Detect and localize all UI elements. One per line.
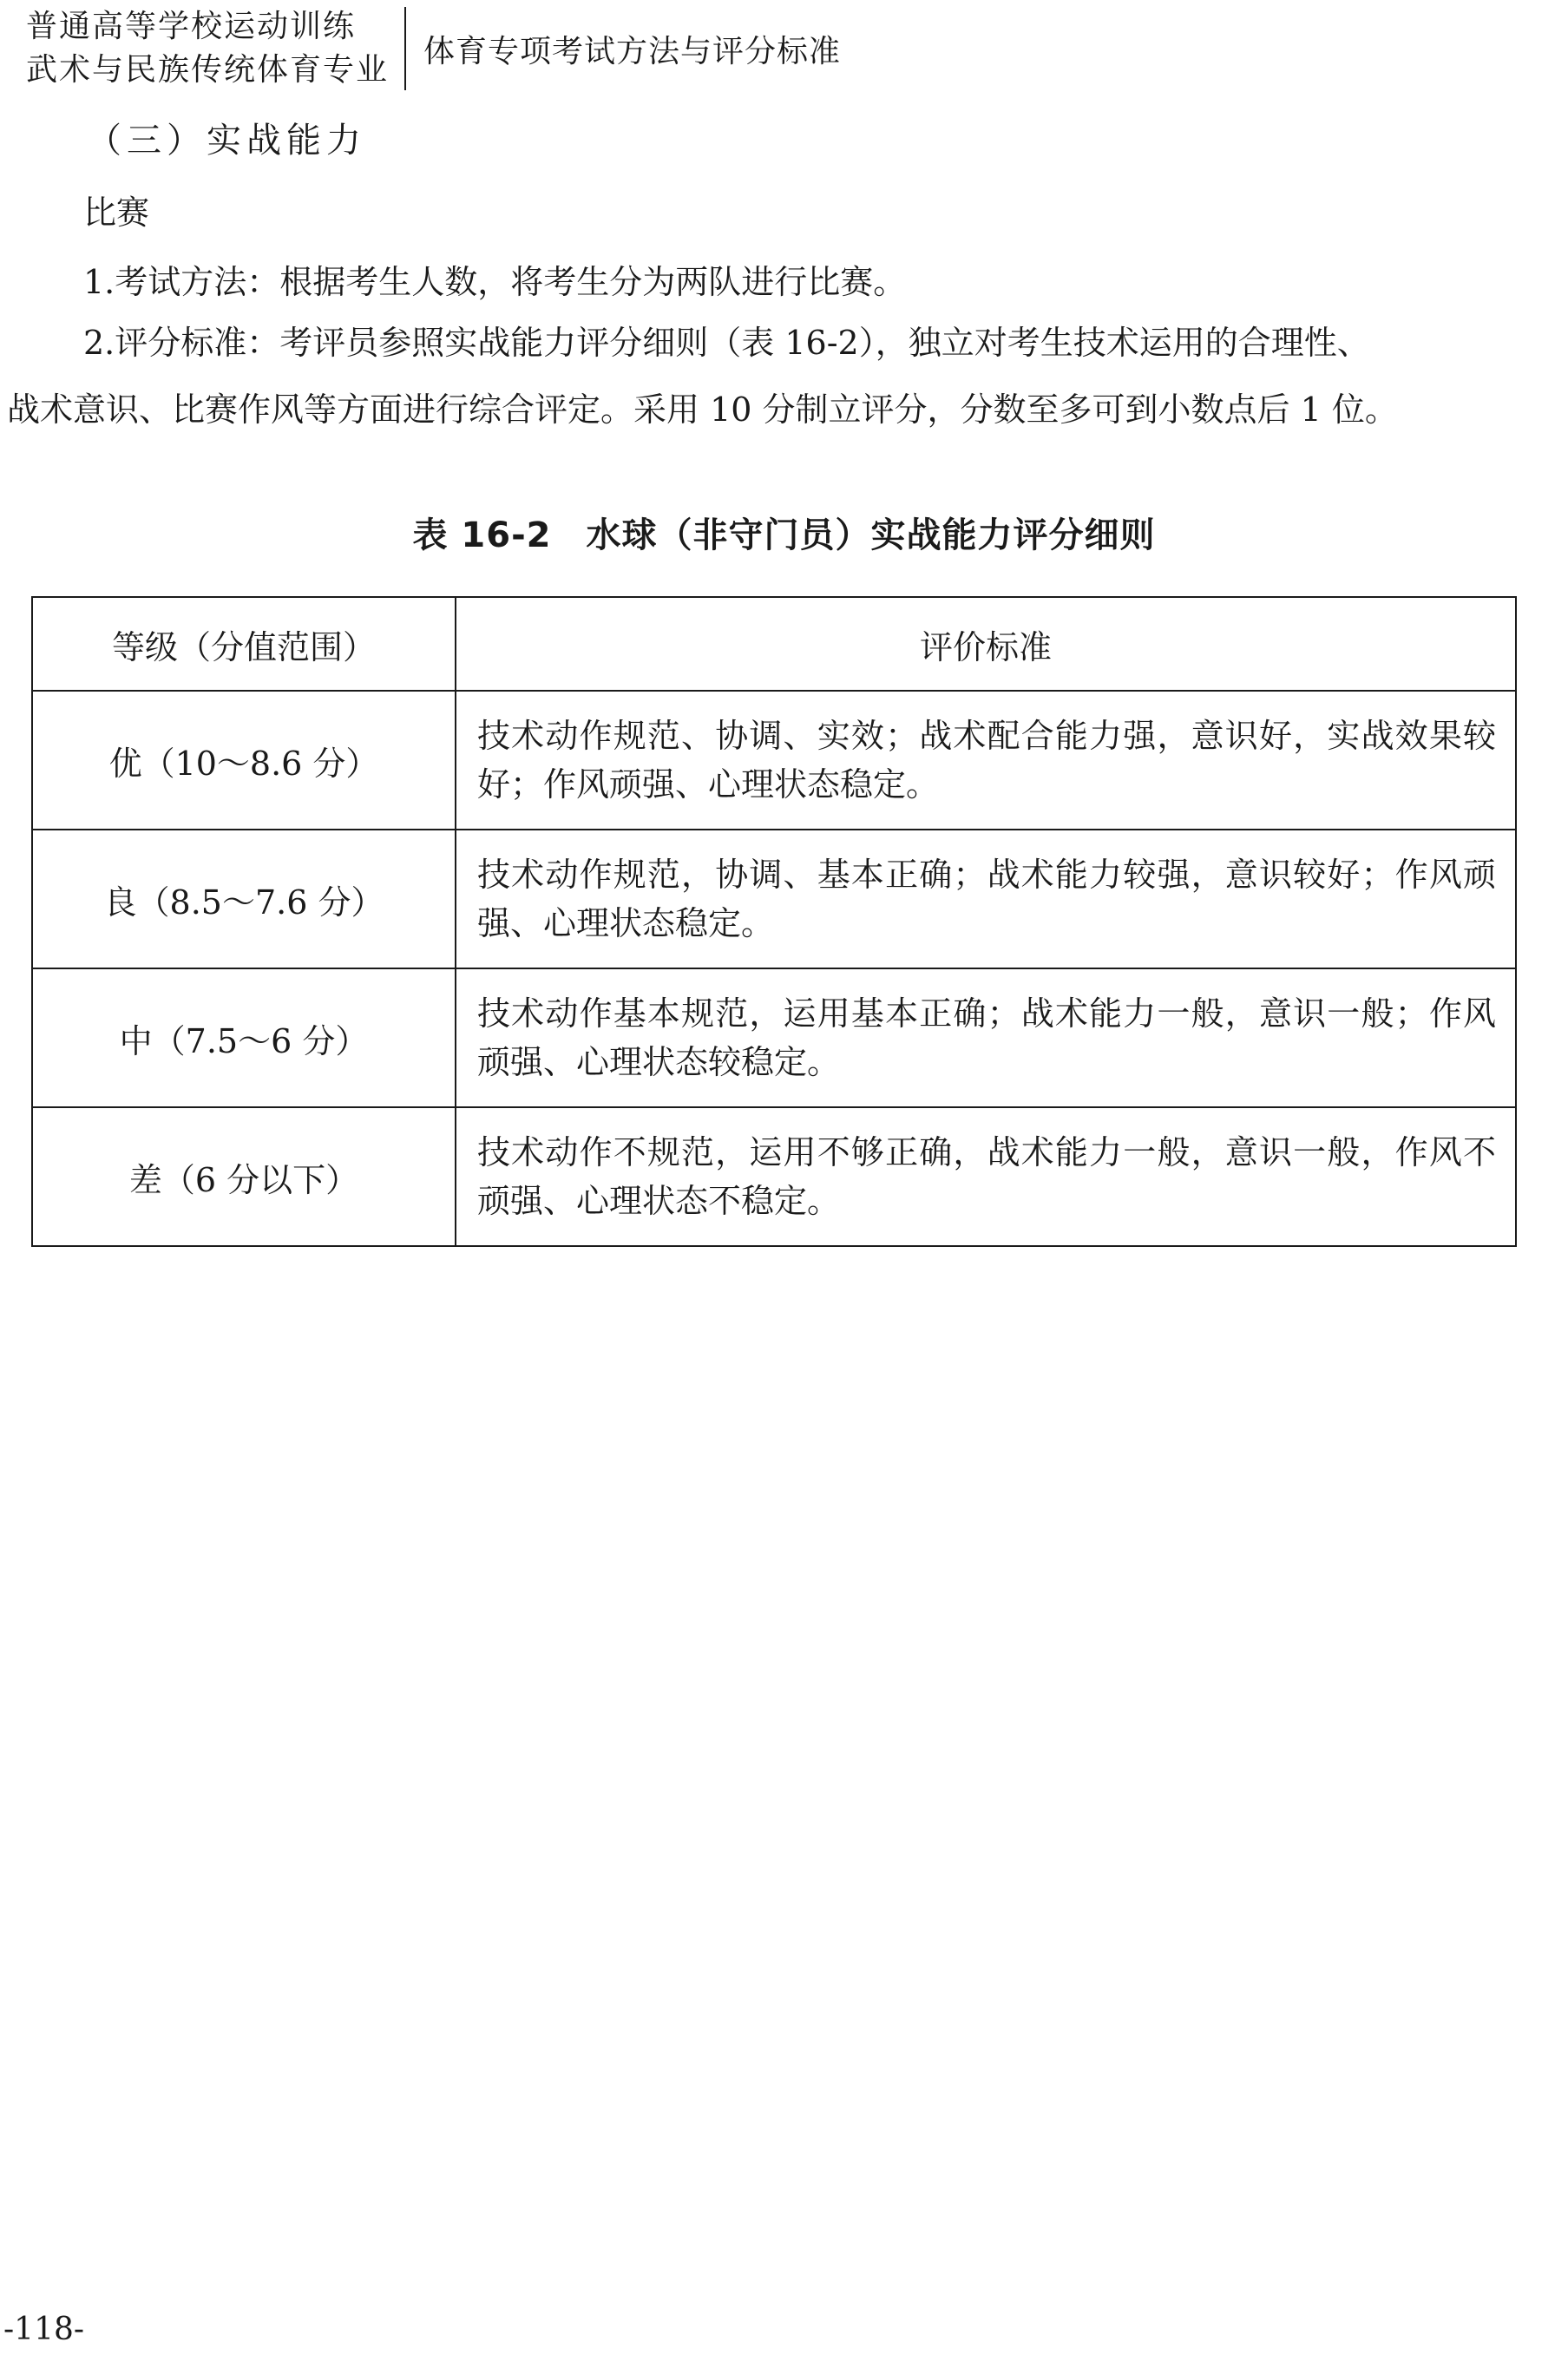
criteria-cell: 技术动作规范、协调、实效；战术配合能力强，意识好，实战效果较好；作风顽强、心理状态稳定。 xyxy=(456,691,1516,830)
criteria-cell: 技术动作规范，协调、基本正确；战术能力较强，意识较好；作风顽强、心理状态稳定。 xyxy=(456,830,1516,968)
grade-cell: 中（7.5～6 分） xyxy=(32,968,456,1107)
grading-table xyxy=(31,596,1517,1247)
item-name: 比赛 xyxy=(83,194,150,232)
table-header-row xyxy=(32,597,1516,691)
grade-cell: 优（10～8.6 分） xyxy=(32,691,456,830)
table-row xyxy=(32,968,1516,1107)
table-caption xyxy=(0,508,1568,557)
criteria-cell: 技术动作不规范，运用不够正确，战术能力一般，意识一般，作风不顽强、心理状态不稳定。 xyxy=(456,1107,1516,1246)
book-title-line-1: 普通高等学校运动训练 xyxy=(26,9,357,44)
table-row xyxy=(32,830,1516,968)
running-header xyxy=(26,7,841,90)
table-row xyxy=(32,691,1516,830)
exam-method-paragraph: 1.考试方法：根据考生人数，将考生分为两队进行比赛。 xyxy=(83,263,907,301)
chapter-title: 体育专项考试方法与评分标准 xyxy=(423,33,842,69)
book-title xyxy=(26,7,404,90)
header-criteria: 评价标准 xyxy=(456,597,1516,691)
grade-cell: 良（8.5～7.6 分） xyxy=(32,830,456,968)
grade-cell: 差（6 分以下） xyxy=(32,1107,456,1246)
scoring-criteria-line-1: 2.评分标准：考评员参照实战能力评分细则（表 16-2），独立对考生技术运用的合理性、 xyxy=(83,324,1370,362)
scoring-criteria-line-2: 战术意识、比赛作风等方面进行综合评定。采用 10 分制立评分，分数至多可到小数点后 1 位。 xyxy=(7,390,1398,429)
table-title: 水球（非守门员）实战能力评分细则 xyxy=(586,515,1156,555)
table-row xyxy=(32,1107,1516,1246)
page-number: -118- xyxy=(3,2312,85,2347)
book-title-line-2: 武术与民族传统体育专业 xyxy=(26,52,390,88)
table-number: 表 16-2 xyxy=(412,515,552,555)
criteria-cell: 技术动作基本规范，运用基本正确；战术能力一般，意识一般；作风顽强、心理状态较稳定。 xyxy=(456,968,1516,1107)
header-grade: 等级（分值范围） xyxy=(32,597,456,691)
section-heading: （三）实战能力 xyxy=(87,121,366,161)
